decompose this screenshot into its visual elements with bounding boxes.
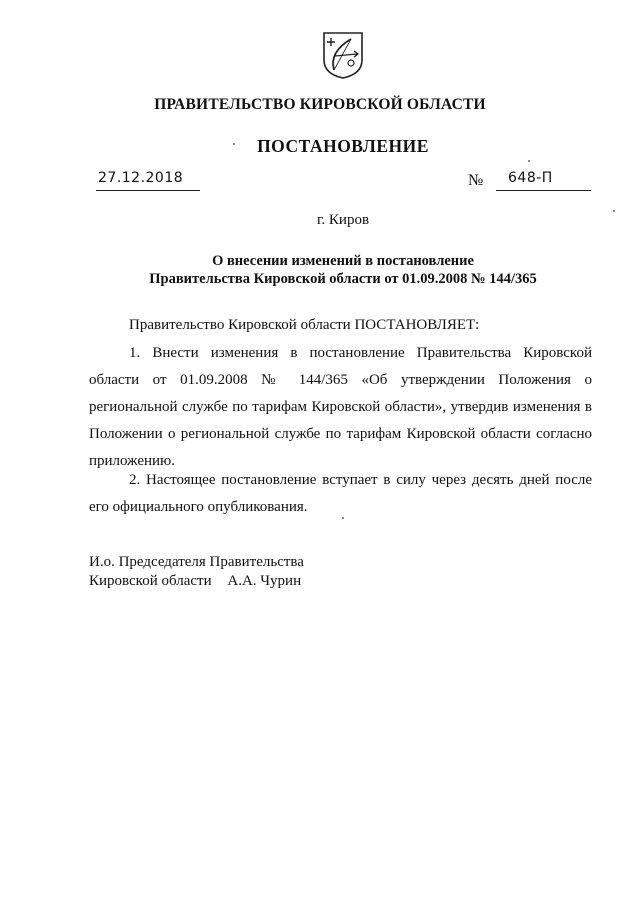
- resolution-item-1: 1. Внести изменения в постановление Правительства Кировской области от 01.09.2008 № 144/365 «Об утверждении Положения о региональной службе по тарифам Кировской области», утвердив изменения в Положении о региональной службе по тарифам Кировской области согласно приложению.: [89, 345, 592, 469]
- signatory-title-line-1: И.о. Председателя Правительства: [89, 554, 304, 570]
- signature-block: [89, 553, 304, 591]
- signatory-title-line-2: Кировской области: [89, 573, 212, 589]
- signatory-name: А.А. Чурин: [227, 573, 302, 589]
- scan-speck: [342, 517, 344, 519]
- scan-speck: [233, 143, 235, 145]
- resolution-item-2: 2. Настоящее постановление вступает в силу через десять дней после его официального опубликования.: [89, 472, 592, 515]
- document-number: 648-П: [496, 170, 591, 191]
- subject-line-1: О внесении изменений в постановление: [212, 253, 474, 269]
- city: г. Киров: [316, 212, 370, 228]
- subject-line-2: Правительства Кировской области от 01.09.2008 № 144/365: [149, 271, 537, 287]
- intro-paragraph: Правительство Кировской области ПОСТАНОВЛЯЕТ:: [129, 317, 480, 333]
- document-date: 27.12.2018: [96, 170, 200, 191]
- coat-of-arms-icon: [321, 30, 365, 80]
- number-label: №: [468, 172, 484, 189]
- document-subject: [0, 252, 640, 288]
- scan-speck: [613, 210, 615, 212]
- organization-title: ПРАВИТЕЛЬСТВО КИРОВСКОЙ ОБЛАСТИ: [154, 96, 486, 113]
- document-type: ПОСТАНОВЛЕНИЕ: [257, 136, 429, 156]
- scan-speck: [528, 160, 530, 162]
